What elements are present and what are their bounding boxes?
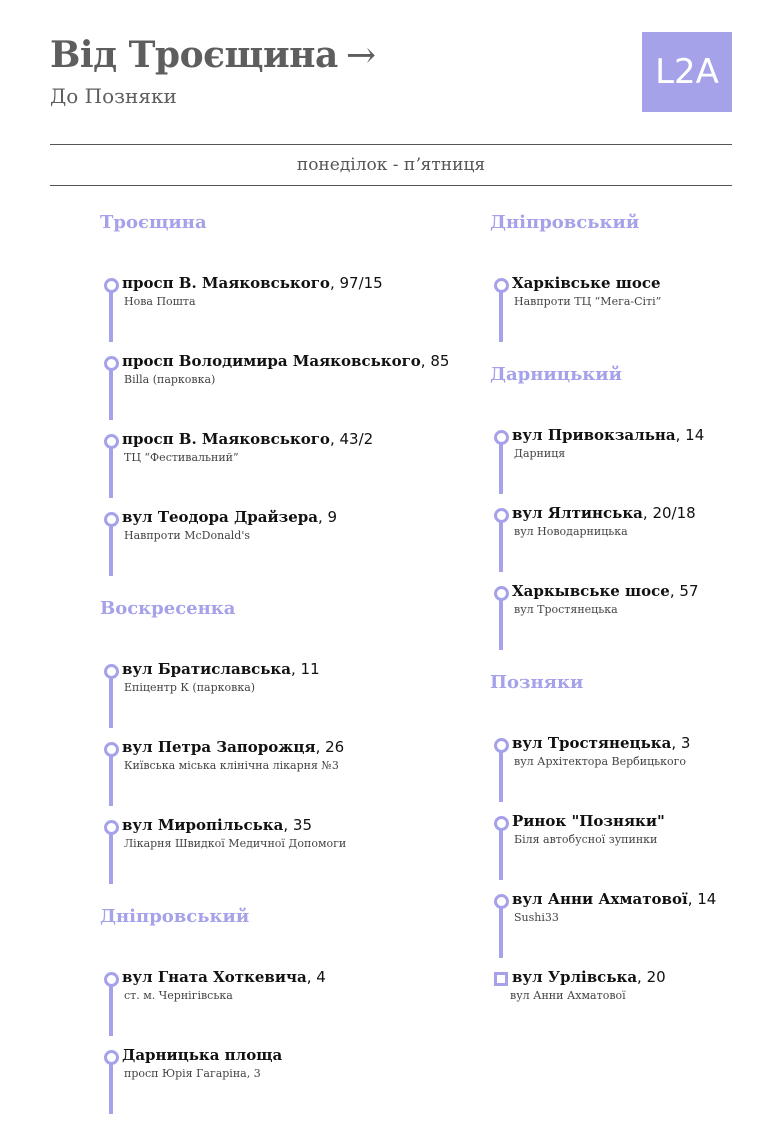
route-line: [109, 447, 113, 498]
stop-name: [512, 810, 665, 832]
stop-name: [122, 736, 344, 758]
stop-note: Billa (парковка): [124, 373, 216, 386]
stop-item: [100, 350, 460, 428]
stop-name: [122, 658, 320, 680]
stop-street: вул Урлівська: [512, 968, 638, 986]
stop-number: , 57: [669, 582, 699, 600]
district-heading: Воскресенка: [100, 598, 236, 619]
stop-name: [122, 814, 312, 836]
section-gap: [100, 584, 460, 598]
stop-name: [512, 580, 698, 602]
stop-item: [100, 658, 460, 736]
stop-name: [122, 506, 337, 528]
stop-street: Харківське шосе: [512, 274, 661, 292]
stop-number: , 9: [317, 508, 338, 526]
stop-item: [490, 502, 760, 580]
stop-number: , 43/2: [329, 430, 374, 448]
stop-note: Sushi33: [514, 911, 559, 924]
stop-street: вул Миропільська: [122, 816, 284, 834]
stop-name: [122, 350, 449, 372]
stop-street: вул Теодора Драйзера: [122, 508, 318, 526]
route-line: [109, 291, 113, 342]
schedule-days: понеділок - пʼятниця: [50, 144, 732, 186]
stop-note: Навпроти ТЦ “Мега-Сіті”: [514, 295, 662, 308]
stop-note: Епіцентр К (парковка): [124, 681, 256, 694]
arrow-right-icon: →: [345, 35, 376, 76]
section-gap: [100, 892, 460, 906]
stop-note: вул Анни Ахматової: [510, 989, 626, 1002]
stop-note: Навпроти McDonald's: [124, 529, 250, 542]
stop-item: [100, 1044, 460, 1122]
section-gap: [490, 350, 760, 364]
stop-name: [122, 428, 373, 450]
stop-street: вул Тростянецька: [512, 734, 672, 752]
stop-street: Дарницька площа: [122, 1046, 283, 1064]
route-line: [499, 599, 503, 650]
route-line: [499, 829, 503, 880]
stop-item: [100, 428, 460, 506]
route-line: [109, 985, 113, 1036]
stop-item: [100, 272, 460, 350]
stop-name: [122, 1044, 282, 1066]
route-line: [499, 291, 503, 342]
stop-street: Ринок "Позняки": [512, 812, 665, 830]
route-line: [499, 521, 503, 572]
stop-name: [512, 272, 661, 294]
stop-number: , 85: [420, 352, 450, 370]
stop-name: [122, 272, 383, 294]
stop-note: Нова Пошта: [124, 295, 196, 308]
stop-note: ст. м. Чернігівська: [124, 989, 233, 1002]
route-line: [109, 1063, 113, 1114]
title-text: Від Троєщина: [50, 34, 338, 76]
terminal-stop-icon: [494, 972, 508, 986]
stop-item: [490, 424, 760, 502]
stop-number: , 3: [671, 734, 691, 752]
route-line: [109, 525, 113, 576]
stop-number: , 20/18: [642, 504, 696, 522]
section-gap: [490, 658, 760, 672]
route-line: [109, 833, 113, 884]
stop-street: вул Гната Хоткевича: [122, 968, 307, 986]
stop-note: вул Архітектора Вербицького: [514, 755, 687, 768]
stop-street: вул Ялтинська: [512, 504, 643, 522]
stop-note: Лікарня Швидкої Медичної Допомоги: [124, 837, 347, 850]
district-heading: Дніпровський: [490, 212, 640, 233]
district-heading: Дніпровський: [100, 906, 250, 927]
stop-note: Київська міська клінічна лікарня №3: [124, 759, 339, 772]
stop-item: [490, 272, 760, 350]
stop-name: [512, 502, 696, 524]
stop-street: вул Привокзальна: [512, 426, 676, 444]
stop-number: , 14: [675, 426, 705, 444]
stop-note: ТЦ “Фестивальний”: [124, 451, 239, 464]
right-column: [490, 212, 760, 1044]
stop-name: [512, 732, 690, 754]
stop-item: [100, 506, 460, 584]
stop-number: , 26: [315, 738, 345, 756]
stop-name: [512, 888, 716, 910]
route-line: [109, 369, 113, 420]
stop-note: вул Новодарницька: [514, 525, 628, 538]
stop-name: [512, 966, 666, 988]
route-line: [499, 751, 503, 802]
stop-item: [490, 810, 760, 888]
stop-item: [490, 580, 760, 658]
stop-item: [100, 966, 460, 1044]
district-heading: Дарницький: [490, 364, 622, 385]
stop-street: вул Братиславська: [122, 660, 291, 678]
stop-item: [100, 814, 460, 892]
page-title: [50, 34, 376, 76]
route-line: [109, 677, 113, 728]
stop-note: вул Тростянецька: [514, 603, 618, 616]
stop-item: [490, 966, 760, 1044]
stop-number: , 14: [687, 890, 717, 908]
stop-number: , 11: [290, 660, 320, 678]
stop-number: , 97/15: [329, 274, 383, 292]
stop-number: , 4: [306, 968, 326, 986]
stop-item: [490, 888, 760, 966]
stop-number: , 35: [283, 816, 312, 834]
left-column: [100, 212, 460, 1122]
route-line: [499, 907, 503, 958]
stop-note: просп Юрія Гагаріна, 3: [124, 1067, 261, 1080]
stop-street: просп Володимира Маяковського: [122, 352, 421, 370]
stop-street: вул Петра Запорожця: [122, 738, 316, 756]
stop-street: просп В. Маяковського: [122, 430, 330, 448]
page-subtitle: До Позняки: [50, 84, 177, 108]
stop-number: , 20: [637, 968, 666, 986]
route-line: [109, 755, 113, 806]
stop-item: [100, 736, 460, 814]
stop-street: Харкывське шосе: [512, 582, 670, 600]
route-line: [499, 443, 503, 494]
route-badge: L2A: [642, 32, 732, 112]
district-heading: Троєщина: [100, 212, 207, 233]
stop-name: [122, 966, 326, 988]
district-heading: Позняки: [490, 672, 584, 693]
stop-item: [490, 732, 760, 810]
stop-street: просп В. Маяковського: [122, 274, 330, 292]
stop-name: [512, 424, 704, 446]
stop-note: Дарниця: [514, 447, 566, 460]
stop-street: вул Анни Ахматової: [512, 890, 688, 908]
stop-note: Біля автобусної зупинки: [514, 833, 658, 846]
